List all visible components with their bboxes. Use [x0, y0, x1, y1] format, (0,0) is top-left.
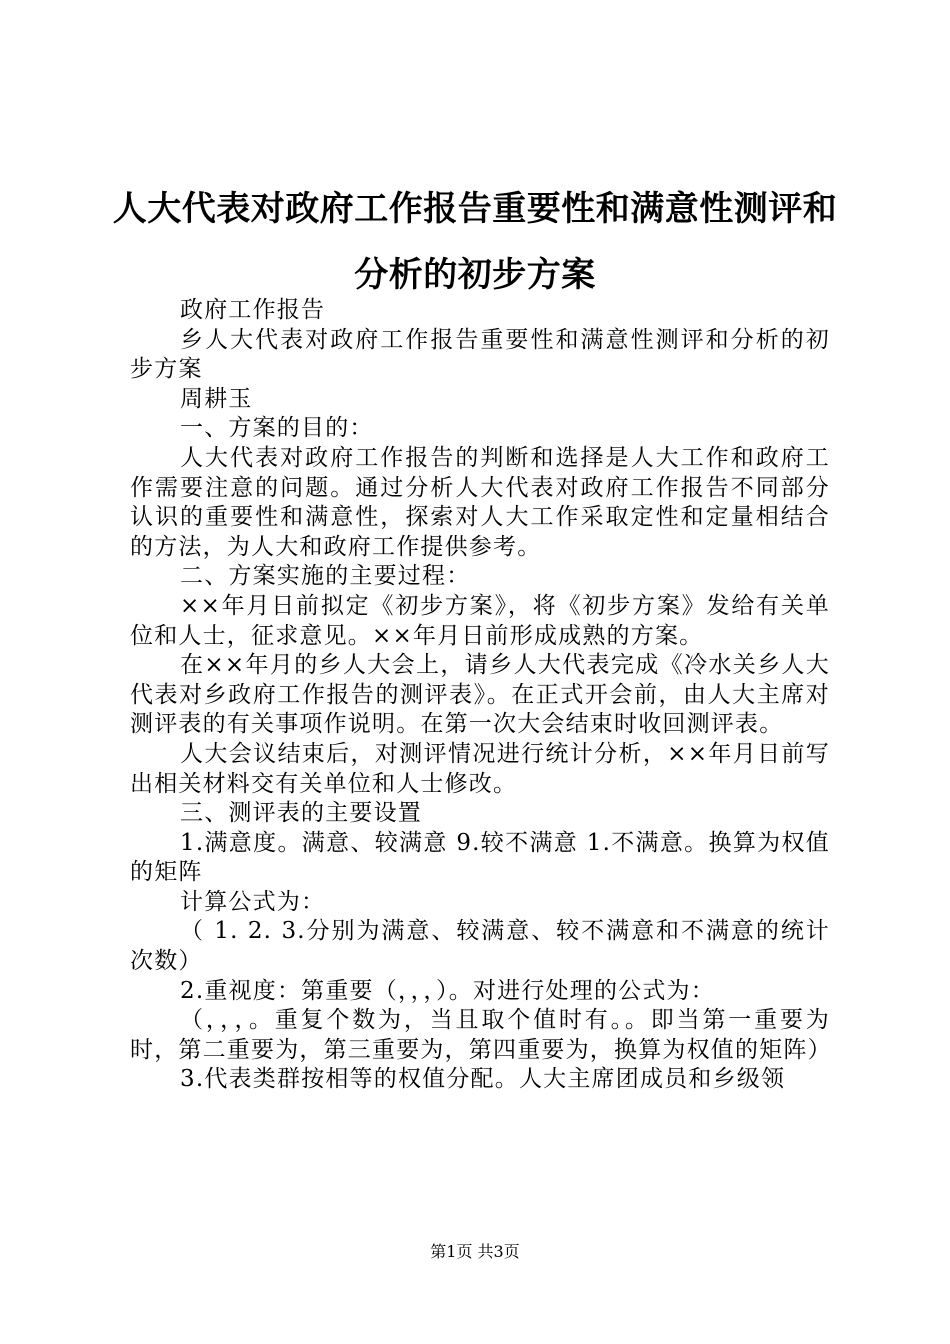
paragraph: （，，，。重复个数为，当且取个值时有。。即当第一重要为时，第二重要为，第三重要为，第四重要为，换算为权值的矩阵）: [130, 1007, 832, 1063]
paragraph: 计算公式为：: [180, 888, 326, 915]
document-title: 人大代表对政府工作报告重要性和满意性测评和分析的初步方案: [112, 189, 838, 295]
paragraph: 三、测评表的主要设置: [180, 800, 422, 827]
paragraph: 人大代表对政府工作报告的判断和选择是人大工作和政府工作需要注意的问题。通过分析人大代表对政府工作报告不同部分认识的重要性和满意性，探索对人大工作采取定性和定量相结合的方法，为人大和政府工作提供参考。: [130, 444, 830, 560]
paragraph: ××年月日前拟定《初步方案》，将《初步方案》发给有关单位和人士，征求意见。××年月日前形成成熟的方案。: [130, 592, 830, 649]
page-footer: 第1页 共3页: [430, 1242, 520, 1261]
paragraph: 政府工作报告: [180, 297, 326, 323]
paragraph: 乡人大代表对政府工作报告重要性和满意性测评和分析的初步方案: [130, 326, 830, 383]
paragraph: 二、方案实施的主要过程：: [180, 563, 471, 590]
paragraph: 3.代表类群按相等的权值分配。人大主席团成员和乡级领: [180, 1066, 786, 1093]
paragraph: 1.满意度。满意、较满意 9.较不满意 1.不满意。换算为权值的矩阵: [130, 829, 830, 886]
paragraph: 在××年月的乡人大会上，请乡人大代表完成《冷水关乡人大代表对乡政府工作报告的测评表》。在正式开会前，由人大主席对测评表的有关事项作说明。在第一次大会结束时收回测评表。: [130, 652, 830, 738]
paragraph: （ 1. 2. 3.分别为满意、较满意、较不满意和不满意的统计次数）: [130, 918, 830, 975]
paragraph: 一、方案的目的：: [180, 415, 374, 442]
paragraph: 人大会议结束后，对测评情况进行统计分析，××年月日前写出相关材料交有关单位和人士修改。: [130, 740, 830, 797]
paragraph: 周耕玉: [180, 385, 253, 412]
document-body: [130, 296, 830, 1095]
paragraph: 2.重视度：第重要（，，，）。对进行处理的公式为：: [180, 977, 715, 1004]
